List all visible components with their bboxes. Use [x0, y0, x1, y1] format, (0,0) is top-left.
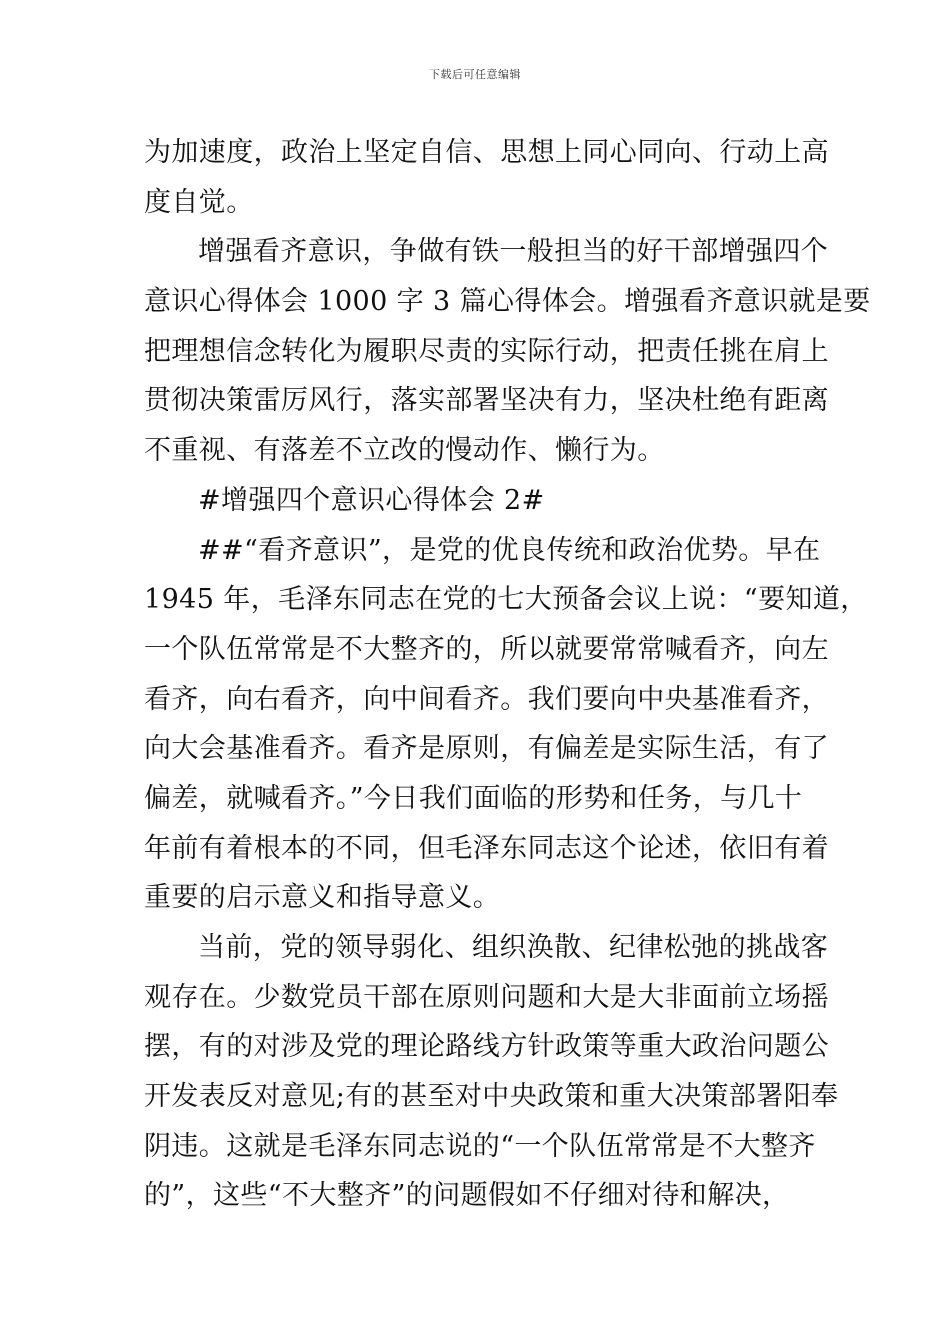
- section-heading: #增强四个意识心得体会 2#: [198, 484, 545, 516]
- text-line: 开发表反对意见;有的甚至对中央政策和重大决策部署阳奉: [144, 1081, 839, 1113]
- text-line: 当前，党的领导弱化、组织涣散、纪律松弛的挑战客: [198, 932, 829, 963]
- text-line: 摆，有的对涉及党的理论路线方针政策等重大政治问题公: [144, 1031, 829, 1063]
- text-line: 度自觉。: [144, 186, 254, 218]
- document-body: [144, 128, 871, 1221]
- text-line: 意识心得体会 1000 字 3 篇心得体会。增强看齐意识就是要: [144, 286, 871, 318]
- text-line: 看齐，向右看齐，向中间看齐。我们要向中央基准看齐，: [144, 683, 829, 715]
- text-line: 为加速度，政治上坚定自信、思想上同心同向、行动上高: [144, 137, 829, 168]
- text-line: 年前有着根本的不同，但毛泽东同志这个论述，依旧有着: [144, 832, 829, 864]
- text-line: 的”，这些“不大整齐”的问题假如不仔细对待和解决，: [144, 1180, 790, 1212]
- text-line: 向大会基准看齐。看齐是原则，有偏差是实际生活，有了: [144, 733, 829, 765]
- text-line: 重要的启示意义和指导意义。: [144, 882, 501, 914]
- text-line: 增强看齐意识，争做有铁一般担当的好干部增强四个: [198, 236, 829, 268]
- text-line: 一个队伍常常是不大整齐的，所以就要常常喊看齐，向左: [144, 633, 829, 665]
- text-line: 阴违。这就是毛泽东同志说的“一个队伍常常是不大整齐: [144, 1130, 816, 1162]
- text-line: 1945 年，毛泽东同志在党的七大预备会议上说：“要知道，: [144, 584, 868, 616]
- page-header: 下载后可任意编辑: [429, 68, 521, 81]
- text-line: 把理想信念转化为履职尽责的实际行动，把责任挑在肩上: [144, 335, 829, 367]
- text-line: 观存在。少数党员干部在原则问题和大是大非面前立场摇: [144, 981, 829, 1013]
- text-line: 偏差，就喊看齐。”今日我们面临的形势和任务，与几十: [144, 782, 803, 814]
- text-line: 贯彻决策雷厉风行，落实部署坚决有力，坚决杜绝有距离: [144, 385, 829, 417]
- text-line: 不重视、有落差不立改的慢动作、懒行为。: [144, 435, 665, 467]
- text-line: ##“看齐意识”，是党的优良传统和政治优势。早在: [198, 534, 821, 566]
